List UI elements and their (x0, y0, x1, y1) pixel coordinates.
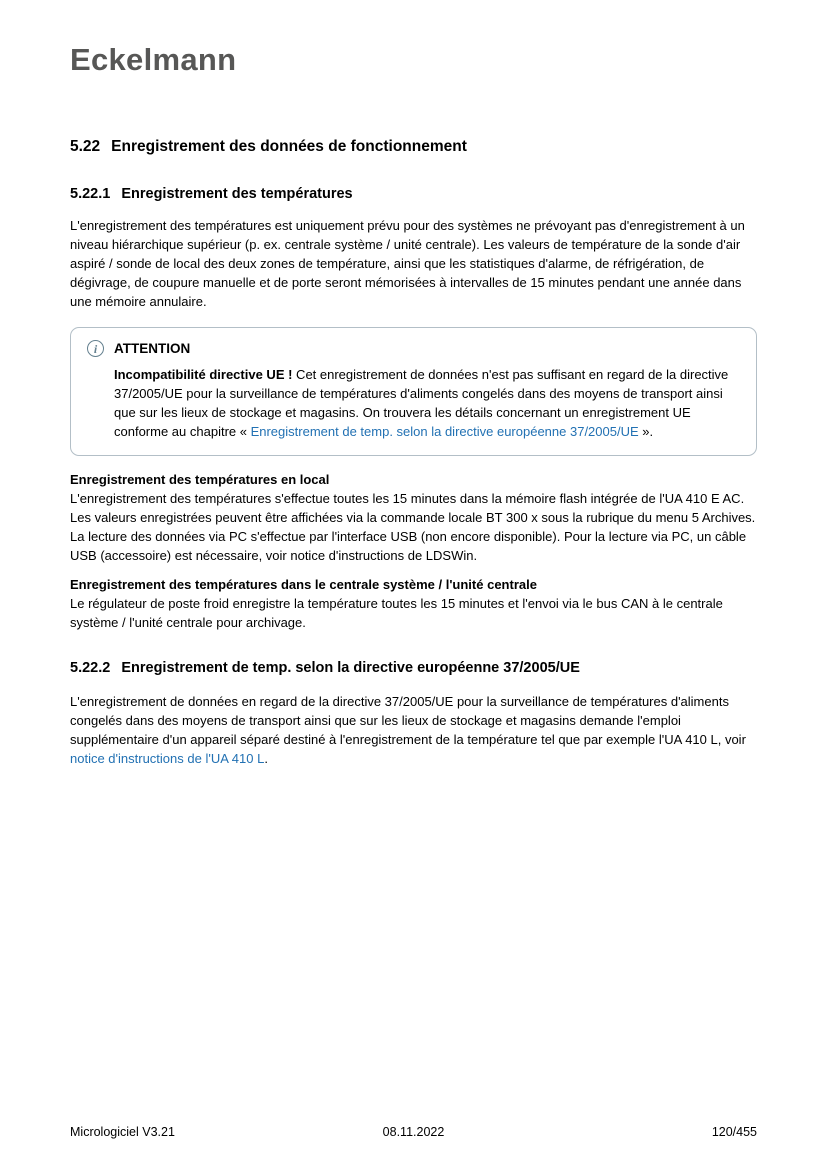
attention-header (87, 340, 740, 357)
attention-body (114, 365, 740, 441)
section-title: Enregistrement des données de fonctionnement (111, 138, 467, 155)
directive-text-after-link: . (264, 751, 268, 766)
section-number: 5.22 (70, 138, 101, 155)
paragraph-local: L'enregistrement des températures s'effectue toutes les 15 minutes dans la mémoire flash intégrée de l'UA 410 E AC. Les valeurs enregistrées peuvent être affichées via la commande locale BT 300 x sous la rubrique du menu 5 Archives. La lecture des données via PC s'effectue par l'interface USB (non encore disponible). Pour la lecture via PC, un câble USB (accessoire) est nécessaire, voir notice d'instructions de LDSWin. (70, 491, 756, 563)
footer-version: Micrologiciel V3.21 (70, 1125, 175, 1139)
subsection-number-2: 5.22.2 (70, 660, 111, 676)
subsection-heading-5-22-1 (70, 186, 757, 202)
attention-text-before-link: Cet enregistrement de données n'est pas suffisant en regard de la directive 37/2005/UE pour la surveillance de températures d'aliments congelés dans des moyens de transport ainsi que sur les lieux de stockage et magasins. On trouvera les détails concernant un enregistrement UE conforme au chapitre « (114, 367, 729, 439)
subsection-title: Enregistrement des températures (121, 186, 353, 202)
subheading-local: Enregistrement des températures en local (70, 472, 330, 487)
subsection-heading-5-22-2 (70, 660, 757, 676)
attention-bold-lead: Incompatibilité directive UE ! (114, 367, 293, 382)
paragraph-intro: L'enregistrement des températures est uniquement prévu pour des systèmes ne prévoyant pas d'enregistrement à un niveau hiérarchique supérieur (p. ex. centrale système / unité centrale). Les valeurs de température de la sonde d'air aspiré / sonde de local des deux zones de température, ainsi que les statistiques d'alarme, de réfrigération, de dégivrage, de coupure manuelle et de porte seront mémorisées à intervalles de 15 minutes pendant une année dans une mémoire annulaire. (70, 218, 745, 309)
info-icon: i (87, 340, 104, 357)
attention-note (70, 327, 757, 456)
attention-title: ATTENTION (114, 341, 191, 356)
subsection-title-2: Enregistrement de temp. selon la directive européenne 37/2005/UE (121, 660, 580, 676)
directive-text-before-link: L'enregistrement de données en regard de la directive 37/2005/UE pour la surveillance de températures d'aliments congelés dans des moyens de transport ainsi que sur les lieux de stockage et magasins demande l'emploi supplémentaire d'un appareil séparé destiné à l'enregistrement de la température tel que par exemple l'UA 410 L, voir (70, 694, 746, 747)
paragraph-directive (70, 692, 757, 768)
page-content (70, 0, 757, 768)
section-heading-5-22 (70, 138, 757, 156)
eckelmann-logo: Eckelmann (70, 42, 237, 77)
footer-page-number: 120/455 (711, 1125, 757, 1139)
attention-text-after-link: ». (638, 424, 654, 439)
subheading-central: Enregistrement des températures dans le centrale système / l'unité centrale (70, 577, 537, 592)
footer-date: 08.11.2022 (382, 1125, 445, 1139)
paragraph-central: Le régulateur de poste froid enregistre la température toutes les 15 minutes et l'envoi via le bus CAN à le centrale système / l'unité centrale pour archivage. (70, 596, 723, 630)
attention-chapter-link[interactable]: Enregistrement de temp. selon la directive européenne 37/2005/UE (250, 424, 639, 439)
ua410l-manual-link[interactable]: notice d'instructions de l'UA 410 L (70, 751, 265, 766)
subsection-number: 5.22.1 (70, 186, 111, 202)
